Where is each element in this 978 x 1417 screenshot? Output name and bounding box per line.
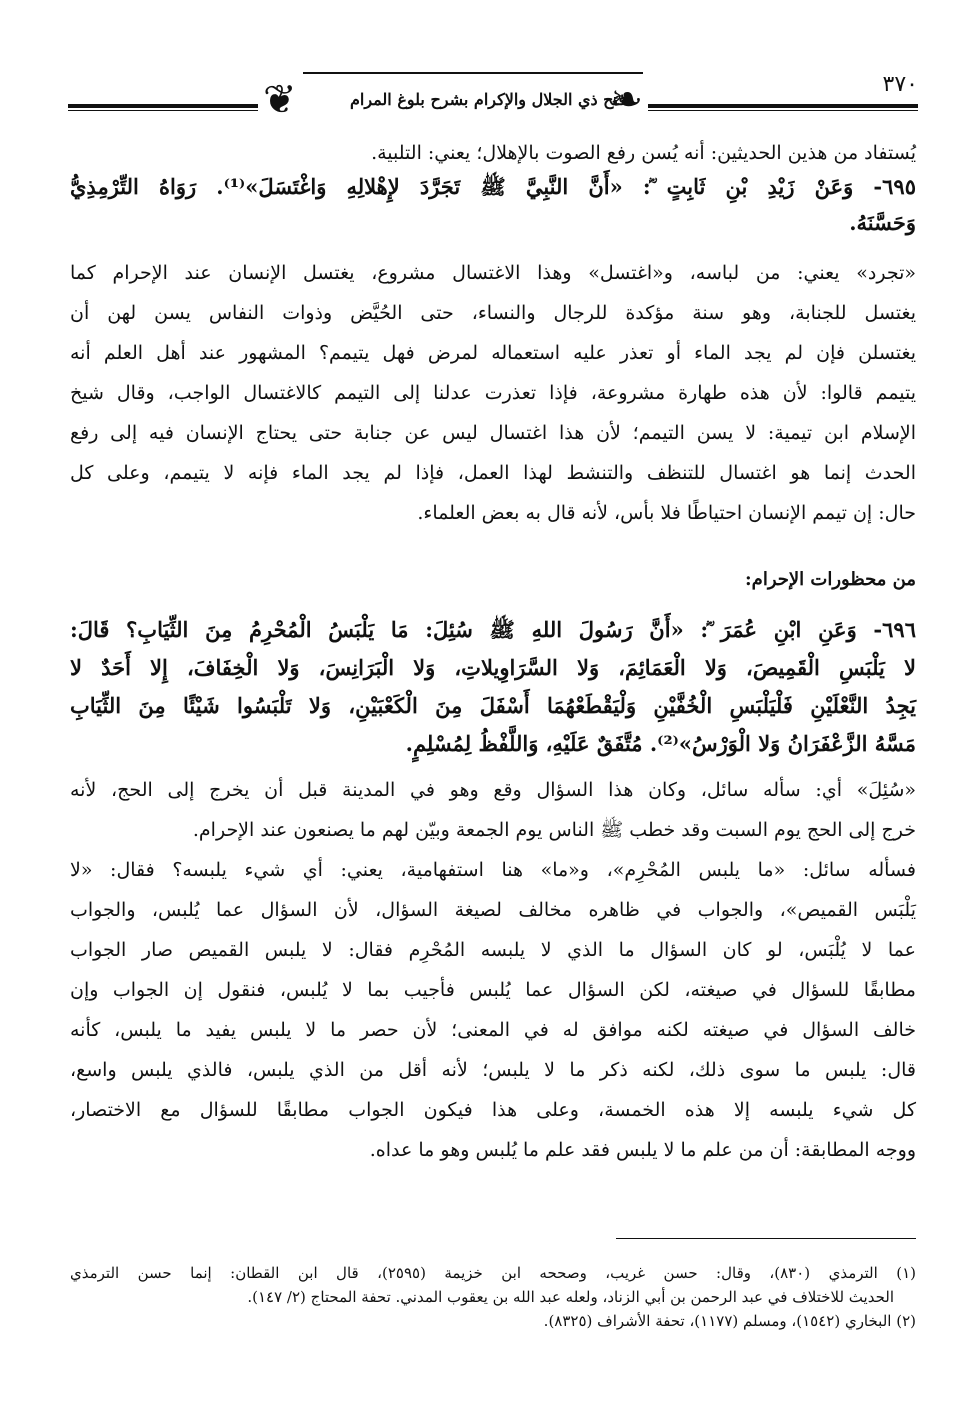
- paragraph-line: قال: يلبس ما سوى ذلك، لكنه ذكر ما لا يلبس؛ لأنه أقل من الذي يلبس، فالذي يلبس واسع،: [70, 1059, 916, 1081]
- paragraph-line: يَلْبَس القميص»، والجواب في ظاهره مخالف لصيغة السؤال، لأن السؤال عما يُلبس، والجواب: [70, 899, 916, 921]
- header-rule: [648, 104, 918, 108]
- intro-text: يُستفاد من هذين الحديثين: أنه يُسن رفع الصوت بالإهلال؛ يعني: التلبية.: [371, 142, 916, 164]
- paragraph-line: عما لا يُلْبَس، لو كان السؤال ما الذي لا يلبسه المُحْرِم فقال: لا يلبس القميص صار الجواب: [70, 939, 916, 961]
- paragraph-line: كل شيء يلبسه إلا هذه الخمسة، وعلى هذا فيكون الجواب مطابقًا للسؤال مع الاختصار،: [70, 1099, 916, 1121]
- paragraph-line: يتيمم قالوا: لأن هذه طهارة مشروعة، فإذا تعذرت عدلنا إلى التيمم كالاغتسال الواجب، وقال شيخ: [70, 382, 916, 404]
- hadith-696: ٦٩٦- وَعَنِ ابْنِ عُمَرَ ؓ: «أَنَّ رَسُولَ اللهِ ﷺ سُئِلَ: مَا يَلْبَسُ الْمُحْرِمُ مِنَ الثِّيَابِ؟ قَالَ:: [70, 617, 916, 642]
- hadith-695: ٦٩٥- وَعَنْ زَيْدِ بْنِ ثَابِتٍ ؓ: «أَنَّ النَّبِيَّ ﷺ تَجَرَّدَ لإِهْلالِهِ وَاغْتَسَلَ»⁽¹⁾. رَوَاهُ التِّرْمِذِيُّ: [70, 174, 916, 199]
- paragraph-line: «تجرد» يعني: من لباسه، و«اغتسل» وهذا الاغتسال مشروع، يغتسل الإنسان عند الإحرام كما: [70, 262, 916, 284]
- hadith-696: مَسَّهُ الزَّعْفَرَانُ وَلا الْوَرْسُ»⁽²⁾. مُتَّفَقٌ عَلَيْهِ، وَاللَّفْظُ لِمُسْلِمٍ.: [405, 731, 916, 756]
- paragraph-line: الحدث إنما هو اغتسال للتنظف والتنشط لهذا العمل، فإذا لم يجد الماء فإنه لا يتيمم، وعلى كل: [70, 462, 916, 484]
- paragraph-line: فسأله سائل: «ما يلبس المُحْرِم»، و«ما» هنا استفهامية، يعني: أي شيء يلبسه؟ فقال: «لا: [70, 859, 916, 881]
- header-rule: [68, 104, 258, 108]
- ornament-icon: ❦: [263, 77, 297, 123]
- section-heading: من محظورات الإحرام:: [745, 569, 916, 590]
- header-rule: [68, 110, 258, 111]
- footnote-2: (٢) البخاري (١٥٤٢)، ومسلم (١١٧٧)، تحفة الأشراف (٨٣٢٥).: [543, 1312, 916, 1330]
- paragraph-line: ووجه المطابقة: أن من علم ما لا يلبس فقد علم ما يُلبس وهو ما عداه.: [369, 1139, 916, 1161]
- paragraph-line: الإسلام ابن تيمية: لا يسن التيمم؛ لأن هذا اغتسال ليس عن جنابة حتى يحتاج الإنسان فيه إلى رفع: [70, 422, 916, 444]
- book-title: فتح ذي الجلال والإكرام بشرح بلوغ المرام: [350, 90, 626, 109]
- footnote-1: (١) الترمذي (٨٣٠)، وقال: حسن غريب، وصححه ابن خزيمة (٢٥٩٥)، قال ابن القطان: إنما حسن الترمذي: [70, 1264, 916, 1282]
- hadith-696: يَجِدُ النَّعْلَيْنِ فَلْيَلْبَسِ الْخُفَّيْنِ وَلْيَقْطَعْهُمَا أَسْفَلَ مِنَ الْكَعْبَيْنِ، وَلا تَلْبَسُوا شَيْئًا مِنَ الثِّيَابِ: [70, 693, 916, 718]
- footnote-1-cont: الحديث للاختلاف في عبد الرحمن بن أبي الزناد، ولعله عبد الله بن يعقوب المدني. تحفة المحتاج (٢/ ١٤٧).: [247, 1288, 894, 1306]
- hadith-695: وَحَسَّنَهُ.: [849, 210, 916, 235]
- ornament-icon: ❧: [609, 77, 643, 123]
- header-rule: [303, 72, 643, 74]
- hadith-696: لا يَلْبَسِ الْقَمِيصَ، وَلا الْعَمَائِمَ، وَلا السَّرَاوِيلاتِ، وَلا الْبَرَانِسَ، وَلا الْخِفَافَ، إِلا أَحَدٌ لا: [70, 655, 916, 680]
- header-rule: [648, 110, 918, 111]
- running-header: [68, 72, 918, 132]
- paragraph-line: خرج إلى الحج يوم السبت وقد خطب ﷺ الناس يوم الجمعة وبيّن لهم ما يصنعون عند الإحرام.: [192, 819, 916, 841]
- paragraph-line: يغتسلن فإن لم يجد الماء أو تعذر عليه استعماله لمرض فهل يتيمم؟ المشهور عند أهل العلم أنه: [70, 342, 916, 364]
- paragraph-line: «سُئِلَ» أي: سأله سائل، وكان هذا السؤال وقع وهو في المدينة قبل أن يخرج إلى الحج، لأنه: [70, 779, 916, 801]
- paragraph-line: خالف السؤال في صيغته لكنه موافق له في المعنى؛ لأن حصر ما لا يلبس يفيد ما يلبس، كأنه: [70, 1019, 916, 1041]
- footnote-separator: [616, 1238, 916, 1239]
- paragraph-line: حال: إن تيمم الإنسان احتياطًا فلا بأس، لأنه قال به بعض العلماء.: [417, 502, 916, 524]
- paragraph-line: مطابقًا للسؤال في صيغته، لكن السؤال عما يُلبس فأجيب بما لا يُلبس، فنقول إن الجواب وإن: [70, 979, 916, 1001]
- page-number: ٣٧٠: [882, 72, 918, 97]
- paragraph-line: يغتسل للجنابة، وهو سنة مؤكدة للرجال والنساء، حتى الحُيَّض وذوات النفاس يسن لهن أن: [70, 302, 916, 324]
